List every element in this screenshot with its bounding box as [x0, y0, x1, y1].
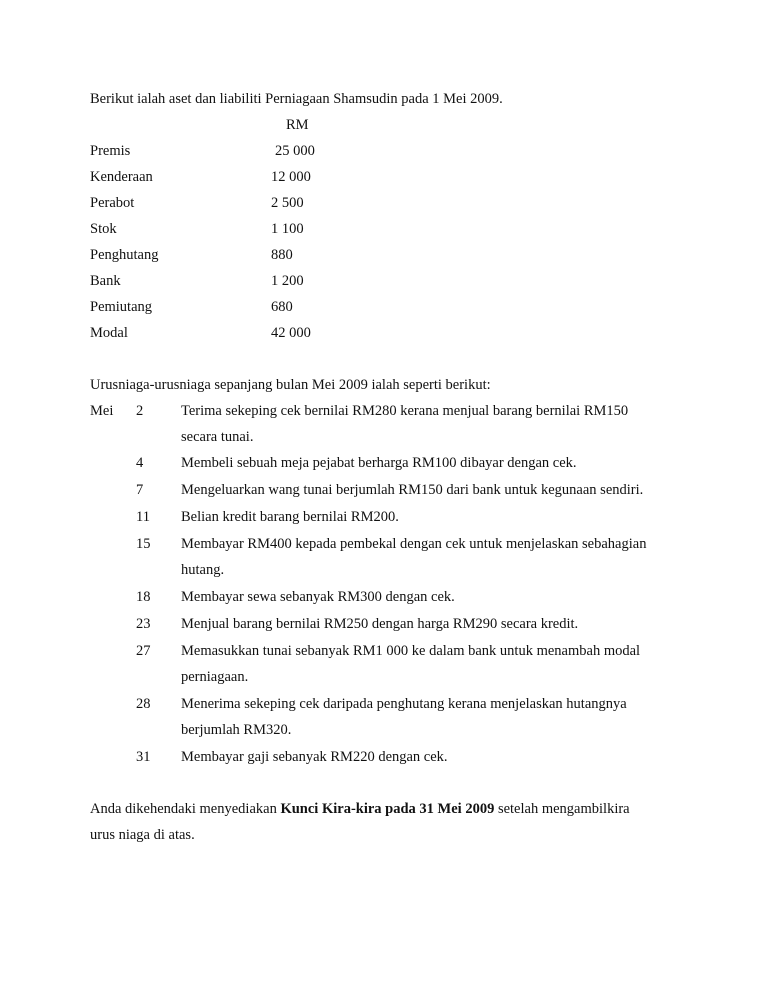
balance-value: 1 200 [271, 273, 304, 289]
balance-value: 42 000 [271, 325, 311, 341]
transaction-text: secara tunai. [181, 429, 254, 445]
transaction-day: 11 [136, 509, 150, 525]
transaction-text: Belian kredit barang bernilai RM200. [181, 509, 399, 525]
transaction-day: 15 [136, 536, 151, 552]
transactions-heading: Urusniaga-urusniaga sepanjang bulan Mei 2009 ialah seperti berikut: [90, 377, 491, 393]
transaction-month: Mei [90, 403, 114, 419]
transaction-day: 18 [136, 589, 151, 605]
balance-name: Perabot [90, 195, 135, 211]
balance-name: Stok [90, 221, 117, 237]
transaction-text: Membayar RM400 kepada pembekal dengan cek untuk menjelaskan sebahagian [181, 536, 647, 552]
transaction-text: Menjual barang bernilai RM250 dengan harga RM290 secara kredit. [181, 616, 579, 632]
balance-value: 2 500 [271, 195, 304, 211]
closing-instruction [90, 800, 630, 818]
transaction-text: Menerima sekeping cek daripada penghutang kerana menjelaskan hutangnya [181, 696, 627, 712]
transaction-text: hutang. [181, 562, 225, 578]
balance-name: Bank [90, 273, 121, 289]
balance-name: Premis [90, 143, 131, 159]
transaction-day: 4 [136, 455, 144, 471]
balance-name: Modal [90, 325, 128, 341]
closing-instruction-line2: urus niaga di atas. [90, 827, 195, 843]
transaction-text: Membayar sewa sebanyak RM300 dengan cek. [181, 589, 455, 605]
balance-value: 1 100 [271, 221, 304, 237]
transaction-text: Memasukkan tunai sebanyak RM1 000 ke dalam bank untuk menambah modal [181, 643, 641, 659]
transaction-text: Mengeluarkan wang tunai berjumlah RM150 dari bank untuk kegunaan sendiri. [181, 482, 644, 498]
balance-name: Pemiutang [90, 299, 153, 315]
balance-name: Kenderaan [90, 169, 153, 185]
intro-text: Berikut ialah aset dan liabiliti Perniagaan Shamsudin pada 1 Mei 2009. [90, 91, 503, 107]
transaction-day: 2 [136, 403, 144, 419]
transaction-day: 28 [136, 696, 151, 712]
transaction-text: Membayar gaji sebanyak RM220 dengan cek. [181, 749, 448, 765]
transaction-text: Membeli sebuah meja pejabat berharga RM100 dibayar dengan cek. [181, 455, 577, 471]
transaction-text: berjumlah RM320. [181, 722, 292, 738]
balance-value: 880 [271, 247, 293, 263]
balance-value: 25 000 [275, 143, 315, 159]
transaction-day: 23 [136, 616, 151, 632]
transaction-day: 31 [136, 749, 151, 765]
transaction-day: 7 [136, 482, 144, 498]
closing-text-before: Anda dikehendaki menyediakan [90, 801, 281, 817]
currency-header: RM [286, 117, 309, 133]
balance-value: 680 [271, 299, 293, 315]
closing-text-after: setelah mengambilkira [494, 801, 630, 817]
balance-value: 12 000 [271, 169, 311, 185]
transaction-text: perniagaan. [181, 669, 249, 685]
transaction-text: Terima sekeping cek bernilai RM280 kerana menjual barang bernilai RM150 [181, 403, 629, 419]
closing-text-bold: Kunci Kira-kira pada 31 Mei 2009 [280, 801, 495, 817]
transaction-day: 27 [136, 643, 151, 659]
balance-name: Penghutang [90, 247, 159, 263]
